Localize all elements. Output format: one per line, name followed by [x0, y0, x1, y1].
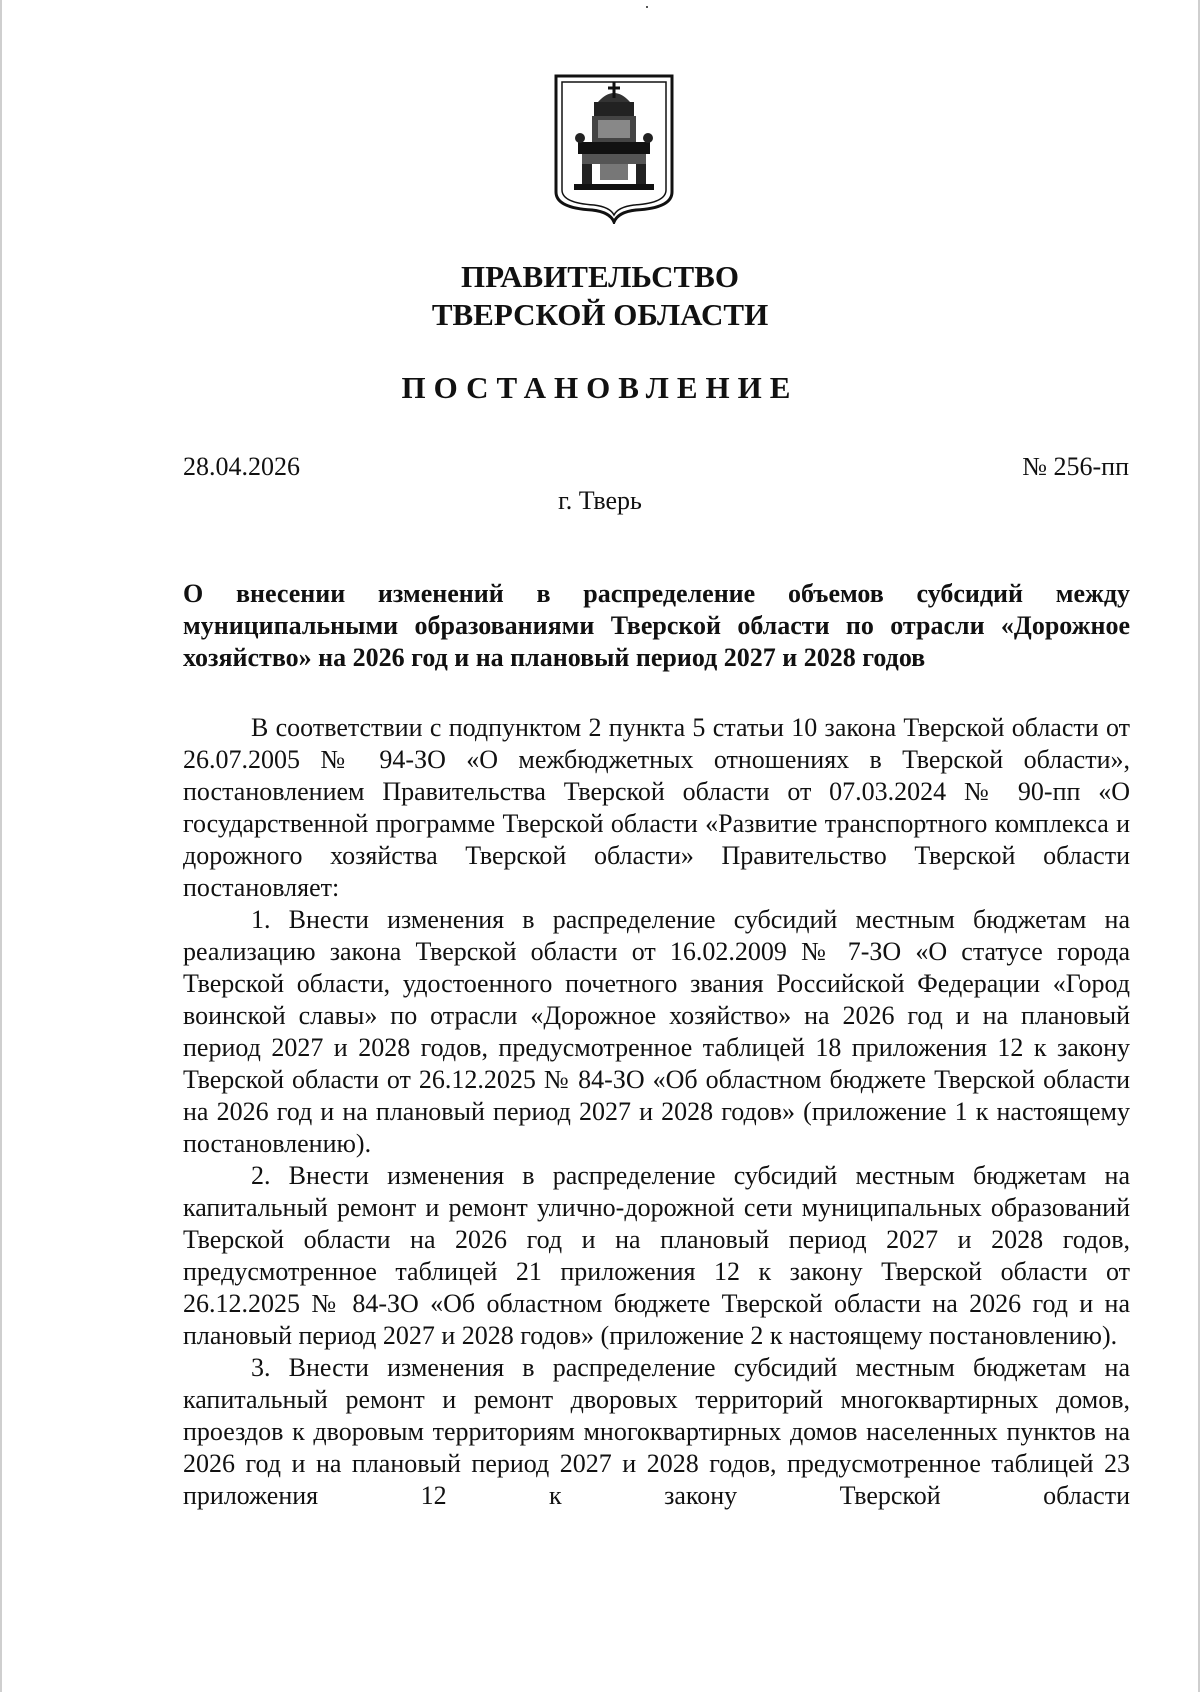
document-title: О внесении изменений в распределение объемов субсидий между муниципальными образованиями Тверской области по отрасли «Дорожное хозяйство» на 2026 год и на плановый период 2027 и 2028 годов — [183, 579, 1130, 672]
document-number: № 256-пп — [1022, 452, 1129, 481]
paragraph-item-3: 3. Внести изменения в распределение субсидий местным бюджетам на капитальный ремонт и ремонт дворовых территорий многоквартирных домов, проездов к дворовым территориям многоквартирных домов населенных пунктов на 2026 год и на плановый период 2027 и 2028 годов, предусмотренное таблицей 23 приложения 12 к закону Тверской области — [183, 1353, 1130, 1510]
document-date: 28.04.2026 — [183, 452, 300, 481]
scan-mark — [646, 6, 648, 8]
paragraph-item-1: 1. Внести изменения в распределение субсидий местным бюджетам на реализацию закона Тверской области от 16.02.2009 № 7-ЗО «О статусе города Тверской области, удостоенного почетного звания Российской Федерации «Город воинской славы» по отрасли «Дорожное хозяйство» на 2026 год и на плановый период 2027 и 2028 годов, предусмотренное таблицей 18 приложения 12 к закону Тверской области от 26.12.2025 № 84-ЗО «Об областном бюджете Тверской области на 2026 год и на плановый период 2027 и 2028 годов» (приложение 1 к настоящему постановлению). — [183, 905, 1130, 1158]
paragraph-preamble: В соответствии с подпунктом 2 пункта 5 статьи 10 закона Тверской области от 26.07.2005 № 94-ЗО «О межбюджетных отношениях в Тверской области», постановлением Правительства Тверской области от 07.03.2024 № 90-пп «О государственной программе Тверской области «Развитие транспортного комплекса и дорожного хозяйства Тверской области» Правительство Тверской области постановляет: — [183, 713, 1130, 902]
tver-coat-of-arms-icon — [552, 72, 676, 224]
org-line-1: ПРАВИТЕЛЬСТВО — [461, 259, 739, 294]
scan-edge-left — [0, 0, 2, 1692]
document-type: ПОСТАНОВЛЕНИЕ — [401, 370, 799, 405]
document-body — [183, 712, 1130, 1512]
org-line-2: ТВЕРСКОЙ ОБЛАСТИ — [431, 297, 769, 332]
organization-name — [0, 258, 1200, 334]
paragraph-item-2: 2. Внести изменения в распределение субсидий местным бюджетам на капитальный ремонт и ремонт улично-дорожной сети муниципальных образований Тверской области на 2026 год и на плановый период 2027 и 2028 годов, предусмотренное таблицей 21 приложения 12 к закону Тверской области от 26.12.2025 № 84-ЗО «Об областном бюджете Тверской области на 2026 год и на плановый период 2027 и 2028 годов» (приложение 2 к настоящему постановлению). — [183, 1161, 1130, 1350]
document-city: г. Тверь — [558, 486, 642, 515]
